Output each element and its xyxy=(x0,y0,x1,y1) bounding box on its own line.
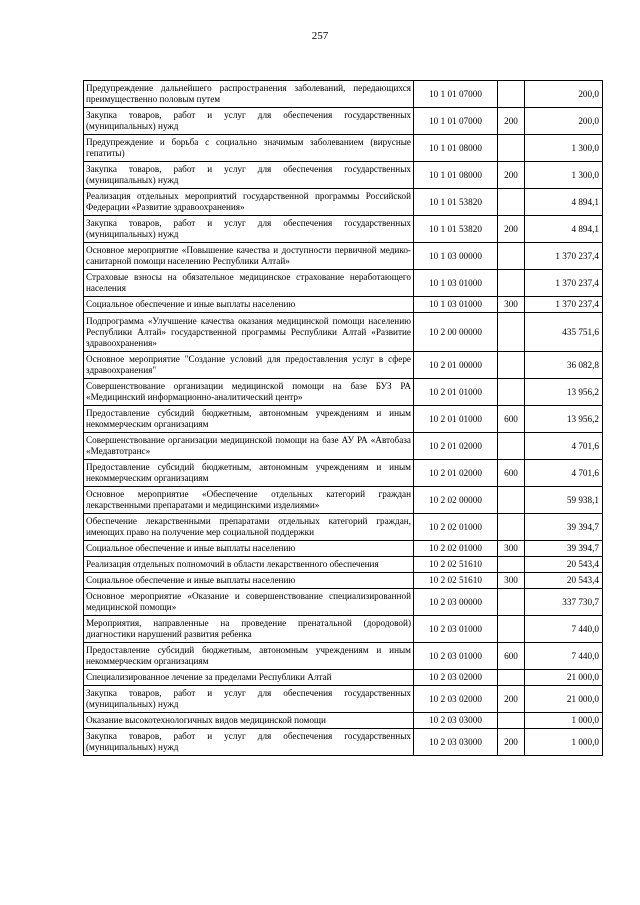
row-type-cell xyxy=(498,189,525,216)
row-type-cell xyxy=(498,135,525,162)
row-name-cell: Подпрограмма «Улучшение качества оказания медицинской помощи населению Республики Алтай» государственной программы Республики Алтай «Развитие здравоохранения» xyxy=(84,313,414,352)
row-name-cell: Обеспечение лекарственными препаратами отдельных категорий граждан, имеющих право на получение мер социальной поддержки xyxy=(84,514,414,541)
row-sum-cell: 21 000,0 xyxy=(525,670,603,686)
row-code-cell: 10 1 01 07000 xyxy=(414,108,498,135)
row-code-cell: 10 1 01 07000 xyxy=(414,81,498,108)
row-code-cell: 10 1 03 01000 xyxy=(414,270,498,297)
row-sum-cell: 39 394,7 xyxy=(525,514,603,541)
row-sum-cell: 1 370 237,4 xyxy=(525,243,603,270)
row-sum-cell: 21 000,0 xyxy=(525,686,603,713)
row-type-cell: 200 xyxy=(498,108,525,135)
row-sum-cell: 4 701,6 xyxy=(525,460,603,487)
row-sum-cell: 20 543,4 xyxy=(525,557,603,573)
row-name-cell: Социальное обеспечение и иные выплаты населению xyxy=(84,541,414,557)
table-row xyxy=(84,460,603,487)
row-name-cell: Закупка товаров, работ и услуг для обеспечения государственных (муниципальных) нужд xyxy=(84,162,414,189)
row-type-cell: 300 xyxy=(498,573,525,589)
row-type-cell xyxy=(498,270,525,297)
table-row xyxy=(84,135,603,162)
table-row xyxy=(84,352,603,379)
row-type-cell xyxy=(498,557,525,573)
row-type-cell: 600 xyxy=(498,406,525,433)
row-type-cell xyxy=(498,433,525,460)
row-name-cell: Закупка товаров, работ и услуг для обеспечения государственных (муниципальных) нужд xyxy=(84,216,414,243)
row-name-cell: Закупка товаров, работ и услуг для обеспечения государственных (муниципальных) нужд xyxy=(84,686,414,713)
row-name-cell: Страховые взносы на обязательное медицинское страхование неработающего населения xyxy=(84,270,414,297)
table-row xyxy=(84,406,603,433)
table-row xyxy=(84,108,603,135)
row-sum-cell: 13 956,2 xyxy=(525,406,603,433)
row-code-cell: 10 2 03 00000 xyxy=(414,589,498,616)
row-type-cell: 200 xyxy=(498,729,525,756)
row-code-cell: 10 2 01 02000 xyxy=(414,460,498,487)
row-sum-cell: 36 082,8 xyxy=(525,352,603,379)
table-row xyxy=(84,189,603,216)
table-row xyxy=(84,487,603,514)
table-row xyxy=(84,313,603,352)
row-name-cell: Закупка товаров, работ и услуг для обеспечения государственных (муниципальных) нужд xyxy=(84,108,414,135)
row-type-cell xyxy=(498,352,525,379)
row-name-cell: Реализация отдельных мероприятий государственной программы Российской Федерации «Развитие здравоохранения» xyxy=(84,189,414,216)
row-code-cell: 10 2 03 01000 xyxy=(414,643,498,670)
row-name-cell: Предупреждение и борьба с социально значимым заболеванием (вирусные гепатиты) xyxy=(84,135,414,162)
row-type-cell xyxy=(498,616,525,643)
row-code-cell: 10 1 03 01000 xyxy=(414,297,498,313)
table-row xyxy=(84,162,603,189)
row-sum-cell: 4 894,1 xyxy=(525,189,603,216)
table-row xyxy=(84,686,603,713)
table-row xyxy=(84,729,603,756)
row-name-cell: Предоставление субсидий бюджетным, автономным учреждениям и иным некоммерческим организациям xyxy=(84,643,414,670)
row-type-cell xyxy=(498,713,525,729)
row-code-cell: 10 2 03 02000 xyxy=(414,686,498,713)
table-row xyxy=(84,270,603,297)
row-name-cell: Предупреждение дальнейшего распространения заболеваний, передающихся преимущественно половым путем xyxy=(84,81,414,108)
row-code-cell: 10 1 01 08000 xyxy=(414,162,498,189)
row-sum-cell: 337 730,7 xyxy=(525,589,603,616)
row-sum-cell: 13 956,2 xyxy=(525,379,603,406)
row-sum-cell: 4 701,6 xyxy=(525,433,603,460)
row-name-cell: Совершенствование организации медицинской помощи на базе БУЗ РА «Медицинский информационно-аналитический центр» xyxy=(84,379,414,406)
row-type-cell xyxy=(498,514,525,541)
row-name-cell: Социальное обеспечение и иные выплаты населению xyxy=(84,573,414,589)
table-row xyxy=(84,616,603,643)
table-row xyxy=(84,433,603,460)
row-sum-cell: 1 000,0 xyxy=(525,713,603,729)
row-sum-cell: 200,0 xyxy=(525,81,603,108)
row-name-cell: Основное мероприятие "Создание условий для предоставления услуг в сфере здравоохранения" xyxy=(84,352,414,379)
row-sum-cell: 1 300,0 xyxy=(525,162,603,189)
row-type-cell xyxy=(498,313,525,352)
row-code-cell: 10 2 03 03000 xyxy=(414,729,498,756)
row-code-cell: 10 2 01 01000 xyxy=(414,379,498,406)
row-name-cell: Основное мероприятие «Оказание и совершенствование специализированной медицинской помощи» xyxy=(84,589,414,616)
row-sum-cell: 1 370 237,4 xyxy=(525,297,603,313)
row-name-cell: Специализированное лечение за пределами Республики Алтай xyxy=(84,670,414,686)
row-type-cell xyxy=(498,487,525,514)
row-name-cell: Социальное обеспечение и иные выплаты населению xyxy=(84,297,414,313)
table-row xyxy=(84,557,603,573)
row-code-cell: 10 2 01 01000 xyxy=(414,406,498,433)
table-row xyxy=(84,713,603,729)
row-code-cell: 10 2 01 02000 xyxy=(414,433,498,460)
row-sum-cell: 59 938,1 xyxy=(525,487,603,514)
row-code-cell: 10 1 01 08000 xyxy=(414,135,498,162)
budget-table-body xyxy=(84,81,603,756)
row-name-cell: Совершенствование организации медицинской помощи на базе АУ РА «Автобаза «Медавтотранс» xyxy=(84,433,414,460)
row-sum-cell: 7 440,0 xyxy=(525,616,603,643)
row-type-cell: 200 xyxy=(498,162,525,189)
row-sum-cell: 7 440,0 xyxy=(525,643,603,670)
row-code-cell: 10 2 02 51610 xyxy=(414,573,498,589)
row-code-cell: 10 1 03 00000 xyxy=(414,243,498,270)
budget-table xyxy=(83,80,603,756)
row-code-cell: 10 2 02 01000 xyxy=(414,514,498,541)
row-code-cell: 10 1 01 53820 xyxy=(414,189,498,216)
table-row xyxy=(84,514,603,541)
table-row xyxy=(84,643,603,670)
table-row xyxy=(84,670,603,686)
page-number: 257 xyxy=(311,30,329,42)
row-type-cell: 300 xyxy=(498,297,525,313)
table-row xyxy=(84,541,603,557)
row-name-cell: Предоставление субсидий бюджетным, автономным учреждениям и иным некоммерческим организациям xyxy=(84,460,414,487)
row-type-cell: 200 xyxy=(498,216,525,243)
row-code-cell: 10 2 02 51610 xyxy=(414,557,498,573)
row-type-cell: 600 xyxy=(498,460,525,487)
row-sum-cell: 200,0 xyxy=(525,108,603,135)
row-code-cell: 10 1 01 53820 xyxy=(414,216,498,243)
row-sum-cell: 39 394,7 xyxy=(525,541,603,557)
row-sum-cell: 1 370 237,4 xyxy=(525,270,603,297)
row-sum-cell: 435 751,6 xyxy=(525,313,603,352)
row-sum-cell: 1 300,0 xyxy=(525,135,603,162)
table-row xyxy=(84,379,603,406)
table-row xyxy=(84,243,603,270)
row-sum-cell: 20 543,4 xyxy=(525,573,603,589)
row-code-cell: 10 2 02 01000 xyxy=(414,541,498,557)
table-row xyxy=(84,216,603,243)
row-code-cell: 10 2 03 03000 xyxy=(414,713,498,729)
row-type-cell xyxy=(498,379,525,406)
row-sum-cell: 4 894,1 xyxy=(525,216,603,243)
table-row xyxy=(84,297,603,313)
row-name-cell: Основное мероприятие «Обеспечение отдельных категорий граждан лекарственными препаратами и медицинскими изделиями» xyxy=(84,487,414,514)
row-type-cell xyxy=(498,81,525,108)
table-row xyxy=(84,573,603,589)
row-name-cell: Мероприятия, направленные на проведение пренатальной (дородовой) диагностики нарушений развития ребенка xyxy=(84,616,414,643)
row-name-cell: Основное мероприятие «Повышение качества и доступности первичной медико-санитарной помощи населению Республики Алтай» xyxy=(84,243,414,270)
row-type-cell xyxy=(498,670,525,686)
table-row xyxy=(84,589,603,616)
row-sum-cell: 1 000,0 xyxy=(525,729,603,756)
row-name-cell: Закупка товаров, работ и услуг для обеспечения государственных (муниципальных) нужд xyxy=(84,729,414,756)
row-type-cell: 600 xyxy=(498,643,525,670)
row-type-cell: 300 xyxy=(498,541,525,557)
row-code-cell: 10 2 00 00000 xyxy=(414,313,498,352)
row-name-cell: Предоставление субсидий бюджетным, автономным учреждениям и иным некоммерческим организациям xyxy=(84,406,414,433)
row-code-cell: 10 2 03 02000 xyxy=(414,670,498,686)
row-code-cell: 10 2 02 00000 xyxy=(414,487,498,514)
row-code-cell: 10 2 03 01000 xyxy=(414,616,498,643)
row-name-cell: Оказание высокотехнологичных видов медицинской помощи xyxy=(84,713,414,729)
row-type-cell xyxy=(498,243,525,270)
row-type-cell xyxy=(498,589,525,616)
row-code-cell: 10 2 01 00000 xyxy=(414,352,498,379)
row-type-cell: 200 xyxy=(498,686,525,713)
row-name-cell: Реализация отдельных полномочий в области лекарственного обеспечения xyxy=(84,557,414,573)
table-row xyxy=(84,81,603,108)
